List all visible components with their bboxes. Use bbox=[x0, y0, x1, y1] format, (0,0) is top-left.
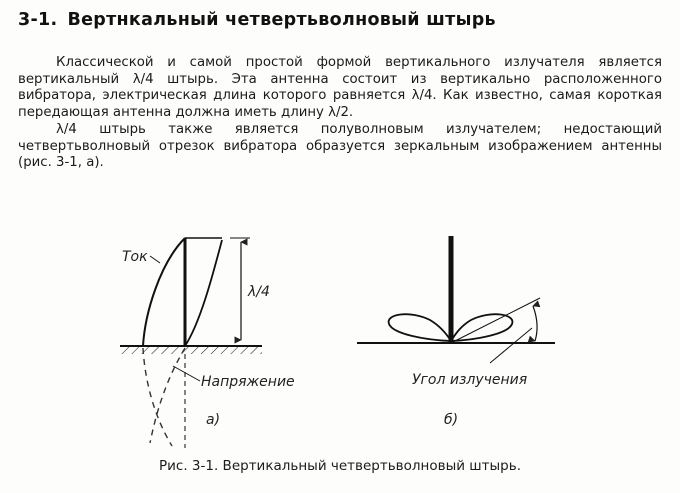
section-heading bbox=[18, 10, 496, 30]
mirror-current-curve bbox=[143, 348, 172, 446]
left-lobe bbox=[389, 314, 451, 341]
subfigure-a-label: а) bbox=[206, 412, 221, 428]
paragraph-2: λ/4 штырь также является полуволновым излучателем; недостающий четвертьволновый отрезок вибратора образуется зеркальным изображением антенны (рис. 3-1, а). bbox=[18, 121, 662, 171]
angle-ray bbox=[451, 298, 540, 343]
current-curve bbox=[143, 238, 185, 346]
current-label: Ток bbox=[122, 249, 148, 265]
voltage-curve bbox=[185, 240, 222, 346]
figure-3-1 bbox=[0, 228, 680, 448]
current-leader bbox=[150, 256, 160, 263]
voltage-leader bbox=[173, 366, 200, 381]
ground-hatch-a bbox=[120, 347, 262, 354]
subfigure-b-label: б) bbox=[444, 412, 459, 428]
body-text bbox=[18, 55, 662, 172]
mirror-voltage-curve bbox=[150, 348, 185, 443]
lambda-quarter-label: λ/4 bbox=[248, 284, 270, 300]
figure-caption: Рис. 3-1. Вертикальный четвертьволновый штырь. bbox=[159, 458, 521, 474]
diagram-b bbox=[357, 236, 555, 428]
section-number: 3-1. bbox=[18, 10, 58, 30]
antenna-diagram bbox=[0, 228, 680, 448]
voltage-label: Напряжение bbox=[201, 374, 295, 390]
section-title: Вертнкальный четвертьволновый штырь bbox=[67, 10, 496, 30]
angle-arc bbox=[533, 306, 537, 341]
diagram-a bbox=[120, 238, 295, 448]
paragraph-1: Классической и самой простой формой вертикального излучателя является вертикальный λ/4 штырь. Эта антенна состоит из вертикально расположенного вибратора, электрическая длина которого равняется λ/4. Как известно, самая короткая передающая антенна должна иметь длину λ/2. bbox=[18, 55, 662, 121]
angle-label: Угол излучения bbox=[412, 372, 528, 388]
